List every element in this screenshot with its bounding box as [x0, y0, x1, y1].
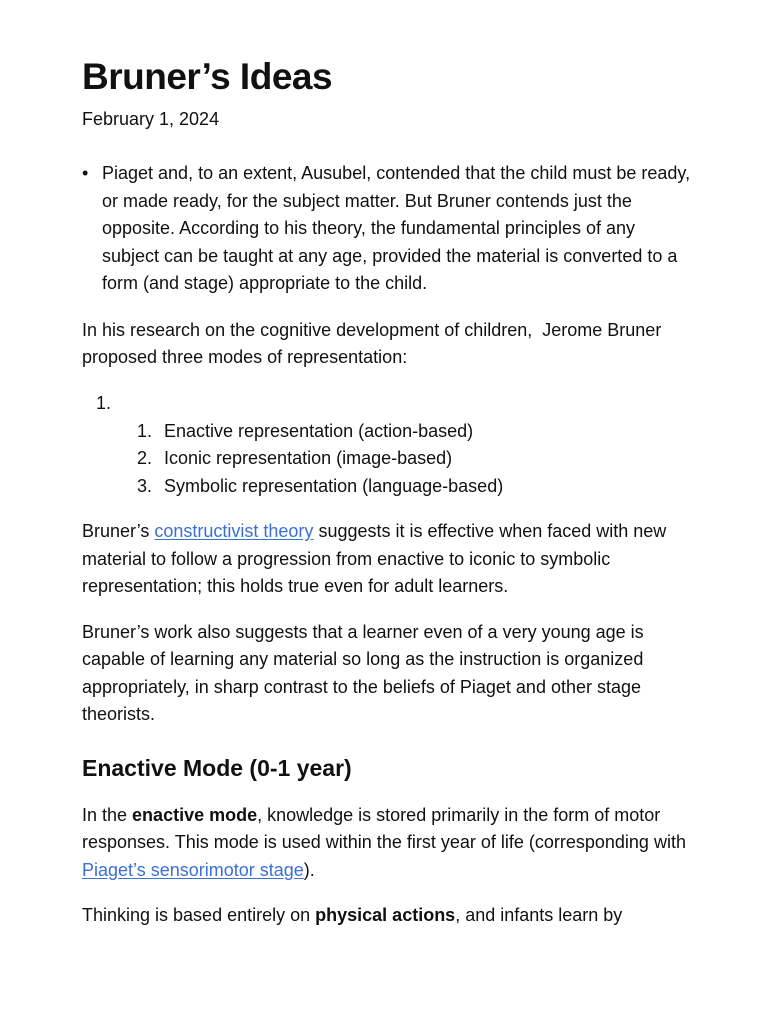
outer-list-item	[82, 390, 694, 501]
intro-paragraph: In his research on the cognitive development of children, Jerome Bruner proposed three modes of representation:	[82, 319, 662, 367]
text-span: , and infants learn by	[455, 905, 623, 925]
bullet-text: Piaget and, to an extent, Ausubel, contended that the child must be ready, or made ready, for the subject matter. But Bruner contends just the opposite. According to his theory, the fundamental principles of any subject can be taught at any age, provided the material is converted to a form (and stage) appropriate to the child.	[102, 163, 691, 293]
mode-label: Enactive representation (action-based)	[164, 420, 474, 441]
text-span: Bruner’s	[82, 521, 155, 541]
mode-label: Iconic representation (image-based)	[164, 448, 453, 468]
young-learner-paragraph: Bruner’s work also suggests that a learner even of a very young age is capable of learning any material so long as the instruction is organized appropriately, in sharp contrast to the beliefs of Piaget and other stage theorists.	[82, 621, 644, 724]
bullet-icon: •	[82, 163, 89, 183]
text-span: ).	[303, 859, 315, 880]
text-span: Thinking is based entirely on	[82, 905, 316, 925]
section-heading: Enactive Mode (0-1 year)	[82, 754, 352, 781]
bold-term: physical actions	[315, 905, 456, 925]
enactive-paragraph	[82, 802, 694, 885]
mode-number: 2.	[137, 448, 153, 468]
mode-number: 1.	[137, 420, 153, 441]
text-span: In the	[82, 804, 133, 825]
text-span: , knowledge is stored primarily in the form of motor responses. This mode is used within the first year of life (corresponding with	[82, 804, 686, 852]
mode-item-enactive	[137, 418, 694, 446]
article	[82, 52, 694, 930]
publish-date: February 1, 2024	[82, 109, 220, 129]
mode-number: 3.	[137, 475, 153, 496]
mode-label: Symbolic representation (language-based)	[164, 475, 504, 496]
thinking-paragraph	[82, 902, 694, 930]
modes-list	[96, 418, 694, 501]
modes-outer-list	[82, 390, 694, 501]
constructivist-paragraph	[82, 518, 694, 601]
page-title: Bruner’s Ideas	[82, 56, 333, 97]
bullet-list	[82, 160, 694, 298]
mode-item-symbolic	[137, 473, 694, 501]
list-item	[82, 160, 694, 298]
mode-item-iconic	[137, 445, 694, 473]
text-span: suggests it is effective when faced with new material to follow a progression from enactive to iconic to symbolic representation; this holds true even for adult learners.	[82, 521, 667, 596]
bold-term: enactive mode	[132, 804, 258, 825]
sensorimotor-stage-link[interactable]: Piaget’s sensorimotor stage	[82, 859, 304, 880]
outer-list-number: 1.	[96, 392, 112, 413]
constructivist-theory-link[interactable]: constructivist theory	[154, 521, 314, 541]
